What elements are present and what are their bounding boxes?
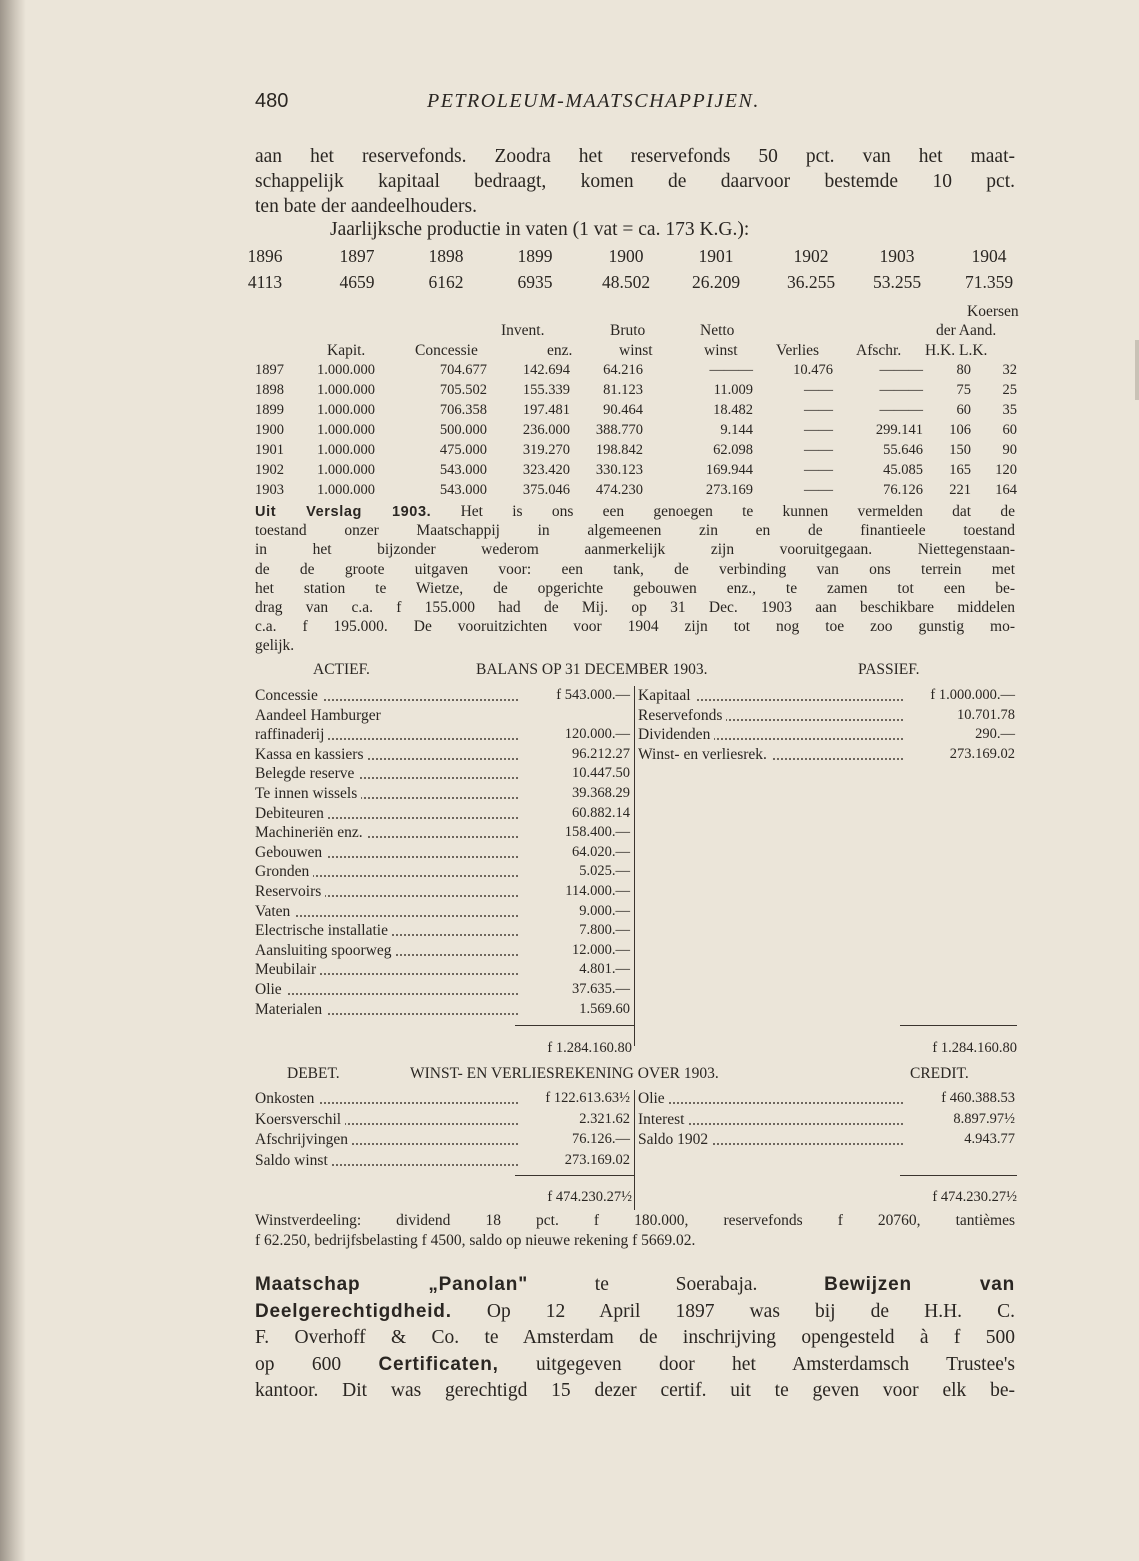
account-label: Belegde reserve: [255, 765, 358, 782]
production-year: 1896: [247, 246, 283, 266]
pl-left-sum-rule: [515, 1175, 634, 1176]
account-row: [255, 863, 630, 883]
report-line: c.a. f 195.000. De vooruitzichten voor 1904 zijn tot nog toe zoo gunstig mo-: [255, 618, 1015, 636]
account-row: [638, 1131, 1015, 1151]
account-amount: f 460.388.53: [941, 1090, 1015, 1106]
table-cell: 81.123: [603, 382, 643, 398]
text-line: ten bate der aandeelhouders.: [255, 196, 477, 217]
table-cell: 64.216: [603, 362, 643, 378]
text-fragment: uitgegeven door het Amsterdamsch Trustee's: [536, 1353, 1016, 1375]
text-line: Winstverdeeling: dividend 18 pct. f 180.000, reservefonds f 20760, tantièmes: [255, 1212, 1015, 1229]
account-label: Olie: [255, 981, 286, 998]
account-row: [255, 824, 630, 844]
production-value: 36.255: [786, 272, 836, 292]
account-label: Gebouwen: [255, 844, 326, 861]
intro-paragraph: [255, 144, 1015, 219]
account-row: [255, 765, 630, 785]
header-netto-1: Netto: [700, 322, 735, 339]
balance-divider: [634, 686, 635, 1046]
account-label: raffinaderij: [255, 726, 328, 743]
pl-left-title: DEBET.: [287, 1065, 340, 1082]
table-cell: 198.842: [595, 442, 643, 458]
table-cell: 1.000.000: [317, 462, 375, 478]
report-line: toestand onzer Maatschappij in algemeenen zin en de finantieele toestand: [255, 522, 1015, 540]
row-year: 1898: [255, 382, 284, 398]
header-invent-2: enz.: [547, 342, 573, 359]
account-row: [255, 687, 630, 707]
text-line: aan het reservefonds. Zoodra het reservefonds 50 pct. van het maat-: [255, 146, 1015, 167]
account-label: Afschrijvingen: [255, 1131, 352, 1148]
production-value: 4113: [247, 272, 283, 292]
table-cell: 55.646: [883, 442, 923, 458]
report-paragraph: [255, 502, 1015, 656]
balance-left-sum-rule: [515, 1025, 634, 1026]
table-cell: 706.358: [439, 402, 487, 418]
table-cell: 705.502: [439, 382, 487, 398]
balance-right-total: f 1.284.160.80: [932, 1040, 1017, 1056]
account-label: Meubilair: [255, 961, 320, 978]
header-bruto-2: winst: [619, 342, 653, 359]
production-value: 4659: [339, 272, 375, 292]
table-cell: 75: [956, 382, 971, 398]
account-amount: 76.126.—: [572, 1131, 630, 1148]
table-cell: 35: [1002, 402, 1017, 418]
table-cell: ———: [879, 382, 923, 398]
table-cell: 90: [1002, 442, 1017, 458]
table-cell: 60: [956, 402, 971, 418]
pl-right-total: f 474.230.27½: [932, 1189, 1017, 1205]
profit-distribution: [255, 1211, 1015, 1251]
table-cell: 1.000.000: [317, 402, 375, 418]
table-cell: 543.000: [439, 482, 487, 498]
pl-right-title: CREDIT.: [910, 1065, 969, 1082]
table-cell: 236.000: [522, 422, 570, 438]
account-amount: 4.801.—: [579, 961, 630, 978]
account-label: Saldo 1902: [638, 1131, 712, 1148]
account-amount: 10.447.50: [572, 765, 630, 782]
production-year: 1899: [517, 246, 553, 266]
account-label: Interest: [638, 1111, 688, 1128]
account-amount: 114.000.—: [565, 883, 630, 899]
account-amount: 37.635.—: [572, 981, 630, 997]
account-row: [255, 922, 630, 942]
leader-dots: [638, 1102, 903, 1104]
table-cell: 197.481: [522, 402, 570, 418]
account-amount: 7.800.—: [579, 922, 630, 939]
account-amount: 12.000.—: [572, 941, 630, 958]
table-cell: 1.000.000: [317, 362, 375, 378]
account-label: Olie: [638, 1090, 669, 1107]
table-cell: 319.270: [522, 442, 570, 458]
account-label: Debiteuren: [255, 805, 328, 822]
account-row: [638, 707, 1015, 727]
table-cell: 25: [1002, 382, 1017, 398]
scan-edge-mark: [1135, 340, 1139, 400]
account-label: Aandeel Hamburger: [255, 707, 385, 724]
production-year: 1902: [793, 246, 829, 266]
account-label: Aansluiting spoorweg: [255, 942, 395, 959]
table-cell: 475.000: [439, 442, 487, 458]
table-cell: 500.000: [439, 422, 487, 438]
balance-left-title: ACTIEF.: [313, 661, 370, 678]
account-label: Winst- en verliesrek.: [638, 746, 771, 763]
account-row: [255, 981, 630, 1001]
table-cell: 375.046: [522, 482, 570, 498]
production-caption: Jaarlijksche productie in vaten (1 vat = ca. 173 K.G.):: [330, 219, 750, 240]
balance-title: BALANS OP 31 DECEMBER 1903.: [476, 661, 708, 678]
table-cell: 299.141: [875, 422, 923, 438]
account-row: [255, 883, 630, 903]
row-year: 1903: [255, 482, 284, 498]
text-line: [255, 1299, 1015, 1326]
table-cell: 543.000: [439, 462, 487, 478]
table-cell: ———: [709, 362, 753, 378]
account-label: Te innen wissels: [255, 785, 361, 802]
table-cell: ——: [804, 442, 833, 458]
account-row: [255, 942, 630, 962]
table-cell: 11.009: [713, 382, 753, 398]
account-amount: 10.701.78: [957, 706, 1015, 723]
table-cell: ——: [804, 422, 833, 438]
pl-left-total: f 474.230.27½: [547, 1189, 632, 1205]
header-verlies: Verlies: [776, 342, 820, 359]
balance-left-total: f 1.284.160.80: [547, 1040, 632, 1056]
account-row: [255, 903, 630, 923]
header-bruto-1: Bruto: [610, 322, 646, 339]
account-amount: 64.020.—: [572, 843, 630, 860]
table-cell: 165: [949, 462, 971, 478]
production-values-row: [247, 272, 1017, 296]
table-cell: 62.098: [713, 442, 753, 458]
table-cell: 80: [956, 362, 971, 378]
production-year: 1901: [698, 246, 734, 266]
report-line: drag van c.a. f 155.000 had de Mij. op 31 Dec. 1903 aan beschikbare middelen: [255, 598, 1015, 616]
table-cell: ——: [804, 382, 833, 398]
account-label: Kassa en kassiers: [255, 746, 367, 763]
table-cell: 10.476: [793, 362, 833, 378]
table-cell: 60: [1002, 422, 1017, 438]
table-cell: 32: [1002, 362, 1017, 378]
table-cell: 9.144: [720, 422, 753, 438]
production-year: 1898: [428, 246, 464, 266]
production-value: 6935: [517, 272, 553, 292]
account-row: [255, 805, 630, 825]
account-amount: 39.368.29: [572, 785, 630, 801]
account-row: [255, 961, 630, 981]
table-cell: 90.464: [603, 402, 643, 418]
table-cell: 330.123: [595, 462, 643, 478]
account-row: [255, 1090, 630, 1110]
account-amount: 273.169.02: [949, 745, 1015, 762]
production-value: 26.209: [691, 272, 741, 292]
account-label: Koersverschil: [255, 1111, 345, 1128]
table-cell: ———: [879, 362, 923, 378]
table-cell: 704.677: [439, 362, 487, 378]
table-cell: 169.944: [705, 462, 753, 478]
account-amount: 5.025.—: [579, 863, 630, 880]
text-fragment: Op 12 April 1897 was bij de H.H. C.: [486, 1300, 1016, 1322]
table-cell: 155.339: [522, 382, 570, 398]
table-cell: 1.000.000: [317, 382, 375, 398]
header-koersen-3: H.K. L.K.: [925, 342, 988, 359]
account-label: Dividenden: [638, 726, 714, 743]
text-line: [255, 1352, 1015, 1379]
report-heading: Uit Verslag 1903.: [255, 504, 432, 520]
leader-dots: [255, 993, 518, 995]
text-fragment: op 600: [255, 1353, 342, 1375]
account-row: [638, 1111, 1015, 1131]
row-year: 1899: [255, 402, 284, 418]
table-cell: 1.000.000: [317, 482, 375, 498]
account-label: Reservoirs: [255, 883, 325, 900]
production-year: 1904: [971, 246, 1007, 266]
text-fragment: te Soerabaja.: [594, 1274, 758, 1295]
table-cell: 388.770: [595, 422, 643, 438]
account-row: [255, 844, 630, 864]
table-cell: 106: [949, 422, 971, 438]
account-row: [255, 1001, 630, 1021]
table-cell: 1.000.000: [317, 422, 375, 438]
balance-right-sum-rule: [900, 1025, 1017, 1026]
table-cell: 142.694: [522, 362, 570, 378]
page-number: 480: [255, 90, 289, 112]
running-title: PETROLEUM-MAATSCHAPPIJEN.: [427, 90, 760, 112]
production-year: 1900: [608, 246, 644, 266]
table-cell: ———: [879, 402, 923, 418]
account-row: [638, 726, 1015, 746]
account-row: [638, 687, 1015, 707]
production-value: 53.255: [872, 272, 922, 292]
account-row: [255, 726, 630, 746]
production-value: 71.359: [964, 272, 1014, 292]
production-year: 1903: [879, 246, 915, 266]
account-amount: 4.943.77: [964, 1131, 1015, 1148]
table-cell: 474.230: [595, 482, 643, 498]
account-amount: 60.882.14: [572, 804, 630, 821]
production-year: 1897: [339, 246, 375, 266]
table-cell: 18.482: [713, 402, 753, 418]
account-amount: 1.569.60: [579, 1000, 630, 1017]
pl-divider: [634, 1090, 635, 1210]
account-label: Materialen: [255, 1001, 326, 1018]
production-value: 48.502: [601, 272, 651, 292]
account-amount: f 1.000.000.—: [930, 687, 1015, 703]
account-amount: 120.000.—: [564, 726, 630, 743]
account-amount: 273.169.02: [564, 1151, 630, 1168]
header-invent-1: Invent.: [501, 322, 545, 339]
table-cell: 150: [949, 442, 971, 458]
row-year: 1900: [255, 422, 284, 438]
account-row: [255, 1152, 630, 1172]
row-year: 1897: [255, 362, 284, 378]
table-cell: 164: [995, 482, 1017, 498]
table-cell: 76.126: [883, 482, 923, 498]
text-line: kantoor. Dit was gerechtigd 15 dezer certif. uit te geven voor elk be-: [255, 1380, 1015, 1401]
account-amount: 96.212.27: [572, 745, 630, 762]
account-amount: f 543.000.—: [556, 687, 630, 703]
account-row: [638, 746, 1015, 766]
text-line: [255, 1272, 1015, 1299]
account-row: [255, 785, 630, 805]
account-amount: 290.—: [975, 726, 1015, 743]
account-amount: 2.321.62: [579, 1110, 630, 1127]
production-value: 6162: [428, 272, 464, 292]
report-line: gelijk.: [255, 637, 295, 655]
account-label: Reservefonds: [638, 707, 726, 724]
account-amount: f 122.613.63½: [545, 1090, 630, 1106]
report-line: Het is ons een genoegen te kunnen vermelden dat de: [460, 503, 1016, 520]
account-amount: 158.400.—: [564, 824, 630, 841]
account-label: Onkosten: [255, 1090, 318, 1107]
account-label: Vaten: [255, 903, 294, 920]
leader-dots: [255, 915, 518, 917]
header-koersen-1: Koersen: [967, 303, 1019, 320]
account-row: [255, 1111, 630, 1131]
text-line: f 62.250, bedrijfsbelasting f 4500, saldo op nieuwe rekening f 5669.02.: [255, 1232, 696, 1249]
table-cell: 45.085: [883, 462, 923, 478]
section-heading: Certificaten,: [378, 1353, 499, 1375]
table-cell: 221: [949, 482, 971, 498]
account-row: [255, 1131, 630, 1151]
header-afschr: Afschr.: [856, 342, 902, 359]
text-line: F. Overhoff & Co. te Amsterdam de inschrijving opengesteld à f 500: [255, 1327, 1015, 1348]
binding-gutter: [0, 0, 26, 1561]
table-cell: 323.420: [522, 462, 570, 478]
account-amount: 8.897.97½: [953, 1110, 1015, 1127]
report-line: de de groote uitgaven voor: een tank, de verbinding van ons terrein met: [255, 560, 1015, 578]
account-row: [255, 746, 630, 766]
balance-right-title: PASSIEF.: [858, 661, 920, 678]
header-kapit: Kapit.: [327, 342, 366, 359]
table-cell: ——: [804, 482, 833, 498]
table-cell: 120: [995, 462, 1017, 478]
text-line: schappelijk kapitaal bedraagt, komen de daarvoor bestemde 10 pct.: [255, 171, 1015, 192]
header-koersen-2: der Aand.: [936, 322, 997, 339]
running-header: [255, 90, 1015, 116]
report-line: in het bijzonder wederom aanmerkelijk zijn vooruitgegaan. Niettegenstaan-: [255, 541, 1015, 559]
account-row: [638, 1090, 1015, 1110]
panolan-section: [255, 1272, 1015, 1405]
account-amount: 9.000.—: [579, 902, 630, 919]
account-label: Electrische installatie: [255, 922, 392, 939]
account-label: Kapitaal: [638, 687, 695, 704]
text-line: [255, 502, 1015, 521]
company-name: Maatschap „Panolan": [255, 1274, 528, 1295]
table-cell: 273.169: [705, 482, 753, 498]
table-cell: ——: [804, 462, 833, 478]
table-cell: ——: [804, 402, 833, 418]
account-row: [255, 707, 630, 727]
report-line: het station te Wietze, de opgerichte gebouwen enz., te zamen tot een be-: [255, 579, 1015, 597]
header-concessie: Concessie: [415, 342, 478, 359]
header-netto-2: winst: [704, 342, 738, 359]
row-year: 1902: [255, 462, 284, 478]
table-cell: 1.000.000: [317, 442, 375, 458]
pl-title: WINST- EN VERLIESREKENING OVER 1903.: [410, 1065, 719, 1082]
account-label: Concessie: [255, 687, 322, 704]
section-heading: Bewijzen van: [824, 1274, 1015, 1295]
row-year: 1901: [255, 442, 284, 458]
account-label: Gronden: [255, 863, 313, 880]
account-label: Machineriën enz.: [255, 824, 367, 841]
account-label: Saldo winst: [255, 1152, 332, 1169]
section-heading: Deelgerechtigdheid.: [255, 1300, 452, 1322]
pl-right-sum-rule: [900, 1175, 1017, 1176]
production-years-row: [247, 246, 1017, 270]
